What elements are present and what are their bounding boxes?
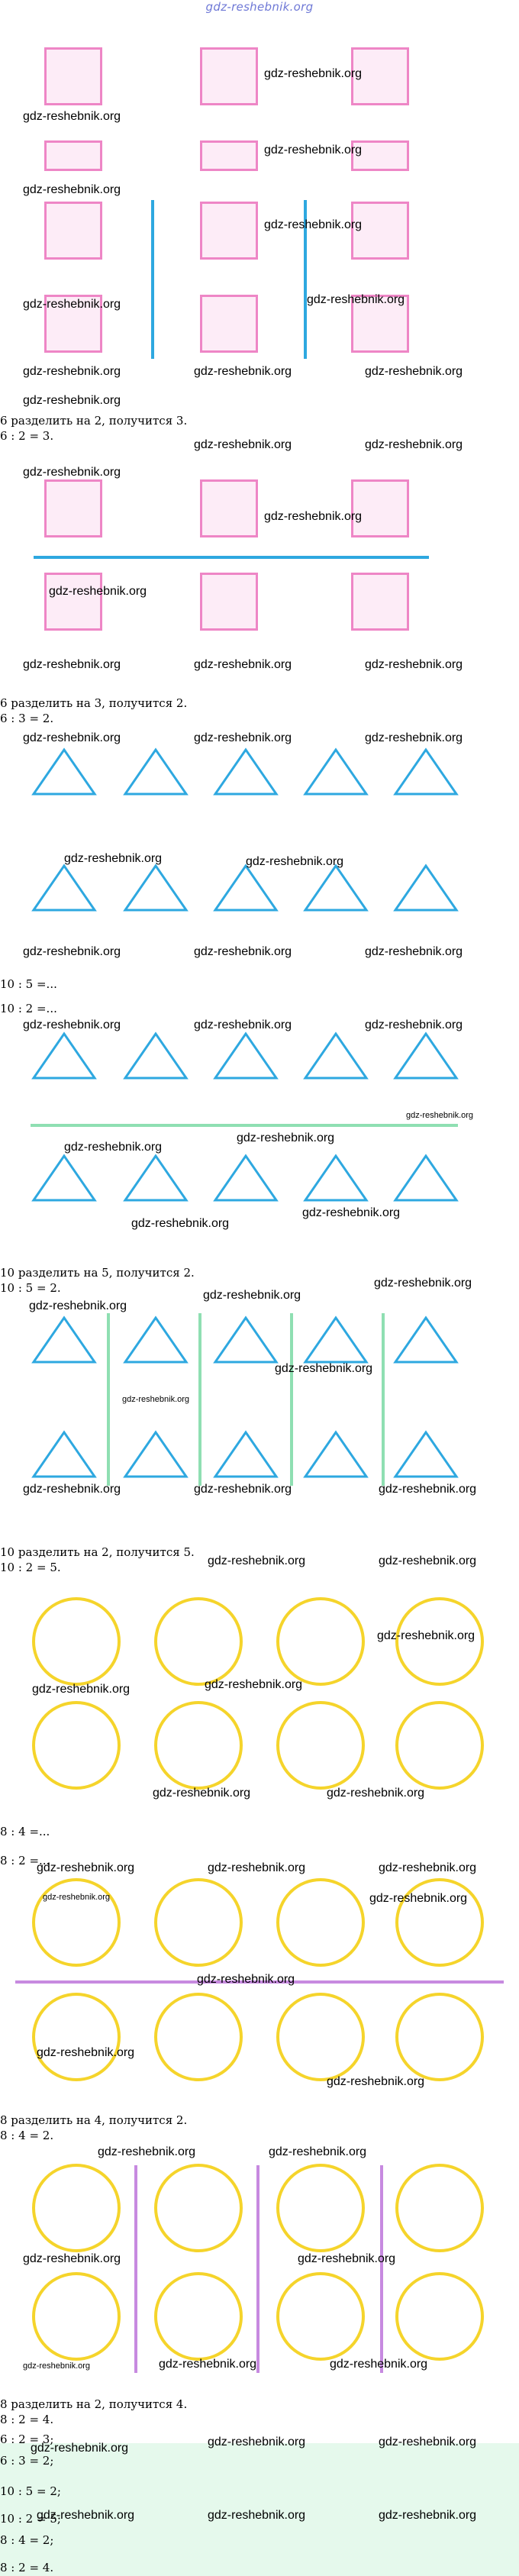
caption: 8 разделить на 2, получится 4. (0, 2397, 188, 2411)
watermark: gdz-reshebnik.org (208, 2509, 306, 2522)
watermark: gdz-reshebnik.org (203, 1289, 301, 1302)
watermark: gdz-reshebnik.org (379, 2509, 477, 2522)
watermark: gdz-reshebnik.org (327, 2075, 425, 2088)
watermark: gdz-reshebnik.org (122, 1395, 190, 1404)
equation: 10 : 5 = 2. (0, 1281, 61, 1295)
watermark: gdz-reshebnik.org (246, 855, 344, 868)
circle (276, 1597, 365, 1686)
watermark: gdz-reshebnik.org (37, 2046, 135, 2059)
watermark: gdz-reshebnik.org (365, 945, 463, 958)
caption: 10 разделить на 2, получится 5. (0, 1545, 195, 1559)
square (200, 573, 258, 631)
watermark: gdz-reshebnik.org (264, 144, 363, 157)
circle (154, 1993, 243, 2081)
watermark: gdz-reshebnik.org (64, 852, 163, 865)
circle (32, 2164, 121, 2252)
circle (32, 1597, 121, 1686)
watermark: gdz-reshebnik.org (23, 466, 121, 479)
watermark: gdz-reshebnik.org (208, 2436, 306, 2448)
watermark: gdz-reshebnik.org (153, 1787, 251, 1800)
answer-line: 8 : 2 = 4. (0, 2561, 54, 2574)
watermark: gdz-reshebnik.org (327, 1787, 425, 1800)
watermark: gdz-reshebnik.org (23, 2361, 91, 2371)
watermark: gdz-reshebnik.org (131, 1217, 230, 1230)
equation: 8 : 4 =... (0, 1825, 50, 1838)
circle (154, 1878, 243, 1967)
answer-line: 8 : 4 = 2; (0, 2533, 54, 2547)
watermark: gdz-reshebnik.org (264, 218, 363, 231)
answer-line: 10 : 2 = 5; (0, 2512, 61, 2526)
divider-line (380, 2165, 383, 2373)
square (351, 573, 409, 631)
divider-line (256, 2165, 260, 2373)
square (200, 47, 258, 105)
watermark: gdz-reshebnik.org (275, 1362, 373, 1375)
equation: 8 : 2 = 4. (0, 2413, 54, 2426)
square (200, 140, 258, 171)
circle (276, 2164, 365, 2252)
triangles-row (0, 1313, 519, 1368)
equation: 8 : 2 =... (0, 1854, 50, 1867)
square (44, 573, 102, 631)
watermark: gdz-reshebnik.org (205, 1678, 303, 1691)
square (200, 202, 258, 260)
circle (154, 2164, 243, 2252)
watermark: gdz-reshebnik.org (23, 1483, 121, 1496)
circle (395, 1701, 484, 1790)
square (200, 295, 258, 353)
equation: 6 : 2 = 3. (0, 429, 54, 443)
site-title[interactable]: gdz-reshebnik.org (205, 0, 314, 14)
equation: 6 : 3 = 2. (0, 712, 54, 725)
watermark: gdz-reshebnik.org (194, 945, 292, 958)
square (44, 140, 102, 171)
watermark: gdz-reshebnik.org (194, 365, 292, 378)
watermark: gdz-reshebnik.org (23, 945, 121, 958)
divider-line (31, 1124, 458, 1127)
divider-line (151, 200, 154, 359)
watermark: gdz-reshebnik.org (37, 1861, 135, 1874)
watermark: gdz-reshebnik.org (365, 731, 463, 744)
circle (395, 2164, 484, 2252)
watermark: gdz-reshebnik.org (307, 293, 405, 306)
equation: 10 : 5 =... (0, 977, 57, 991)
circle (395, 1993, 484, 2081)
watermark: gdz-reshebnik.org (365, 438, 463, 451)
watermark: gdz-reshebnik.org (374, 1277, 472, 1290)
circle (32, 2272, 121, 2361)
circle (395, 2272, 484, 2361)
watermark: gdz-reshebnik.org (237, 1131, 335, 1144)
caption: 6 разделить на 2, получится 3. (0, 414, 188, 428)
answer-line: 6 : 2 = 3; (0, 2432, 54, 2446)
divider-line (134, 2165, 137, 2373)
square (44, 479, 102, 537)
watermark: gdz-reshebnik.org (23, 731, 121, 744)
equation: 8 : 4 = 2. (0, 2129, 54, 2142)
watermark: gdz-reshebnik.org (208, 1861, 306, 1874)
watermark: gdz-reshebnik.org (37, 2509, 135, 2522)
circle (276, 2272, 365, 2361)
watermark: gdz-reshebnik.org (330, 2358, 428, 2371)
square (44, 47, 102, 105)
caption: 6 разделить на 3, получится 2. (0, 696, 188, 710)
watermark: gdz-reshebnik.org (31, 2442, 129, 2455)
watermark: gdz-reshebnik.org (23, 183, 121, 196)
circle (154, 1701, 243, 1790)
watermark: gdz-reshebnik.org (23, 658, 121, 671)
watermark: gdz-reshebnik.org (194, 1483, 292, 1496)
watermark: gdz-reshebnik.org (194, 658, 292, 671)
answer-line: 10 : 5 = 2; (0, 2484, 61, 2498)
watermark: gdz-reshebnik.org (49, 585, 147, 598)
watermark: gdz-reshebnik.org (365, 365, 463, 378)
watermark: gdz-reshebnik.org (379, 1861, 477, 1874)
watermark: gdz-reshebnik.org (23, 110, 121, 123)
watermark: gdz-reshebnik.org (98, 2145, 196, 2158)
watermark: gdz-reshebnik.org (208, 1554, 306, 1567)
circle (154, 2272, 243, 2361)
watermark: gdz-reshebnik.org (369, 1892, 468, 1905)
site-header (0, 0, 519, 17)
equation: 10 : 2 =... (0, 1002, 57, 1015)
watermark: gdz-reshebnik.org (365, 658, 463, 671)
watermark: gdz-reshebnik.org (43, 1893, 111, 1902)
circle (32, 1993, 121, 2081)
circle (32, 1701, 121, 1790)
circle (276, 1701, 365, 1790)
equation: 10 : 2 = 5. (0, 1561, 61, 1574)
watermark: gdz-reshebnik.org (159, 2358, 257, 2371)
triangles-row (0, 1151, 519, 1206)
watermark: gdz-reshebnik.org (194, 1018, 292, 1031)
watermark: gdz-reshebnik.org (264, 510, 363, 523)
watermark: gdz-reshebnik.org (264, 67, 363, 80)
watermark: gdz-reshebnik.org (23, 394, 121, 407)
watermark: gdz-reshebnik.org (379, 1554, 477, 1567)
watermark: gdz-reshebnik.org (29, 1299, 127, 1312)
watermark: gdz-reshebnik.org (269, 2145, 367, 2158)
watermark: gdz-reshebnik.org (194, 731, 292, 744)
square (44, 202, 102, 260)
watermark: gdz-reshebnik.org (379, 2436, 477, 2448)
divider-line (34, 556, 429, 559)
watermark: gdz-reshebnik.org (302, 1206, 401, 1219)
square (351, 479, 409, 537)
answer-line: 6 : 3 = 2; (0, 2454, 54, 2468)
watermark: gdz-reshebnik.org (365, 1018, 463, 1031)
watermark: gdz-reshebnik.org (298, 2252, 396, 2265)
watermark: gdz-reshebnik.org (32, 1683, 131, 1696)
watermark: gdz-reshebnik.org (197, 1973, 295, 1986)
circle (276, 1878, 365, 1967)
caption: 8 разделить на 4, получится 2. (0, 2113, 188, 2127)
watermark: gdz-reshebnik.org (23, 1018, 121, 1031)
square (200, 479, 258, 537)
watermark: gdz-reshebnik.org (23, 365, 121, 378)
triangles-row (0, 1029, 519, 1084)
caption: 10 разделить на 5, получится 2. (0, 1266, 195, 1280)
triangles-row (0, 1428, 519, 1483)
watermark: gdz-reshebnik.org (406, 1111, 474, 1120)
circle (276, 1993, 365, 2081)
watermark: gdz-reshebnik.org (194, 438, 292, 451)
triangles-row (0, 861, 519, 916)
circle (154, 1597, 243, 1686)
watermark: gdz-reshebnik.org (23, 2252, 121, 2265)
watermark: gdz-reshebnik.org (377, 1629, 475, 1642)
watermark: gdz-reshebnik.org (379, 1483, 477, 1496)
triangles-row (0, 745, 519, 800)
watermark: gdz-reshebnik.org (23, 298, 121, 311)
watermark: gdz-reshebnik.org (64, 1141, 163, 1154)
